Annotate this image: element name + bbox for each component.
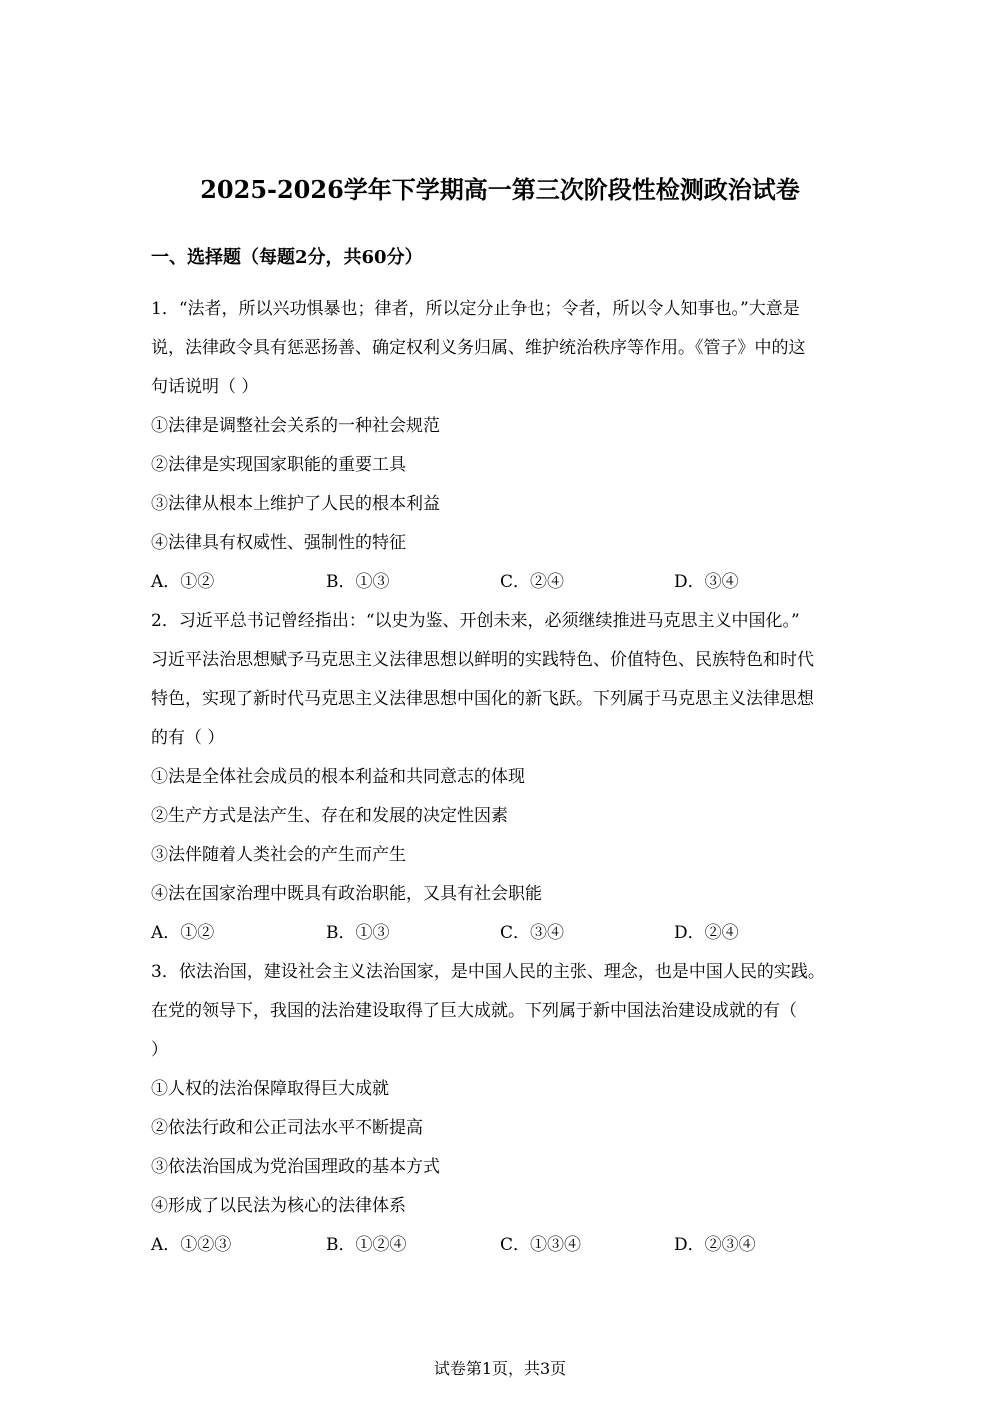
question-3 [151,953,851,1265]
question-1 [151,290,851,602]
section-heading: 一、选择题（每题2分，共60分） [151,247,423,268]
statement-item: ①人权的法治保障取得巨大成就 [151,1079,389,1099]
statement-item: ④形成了以民法为核心的法律体系 [151,1196,406,1216]
option-b: B．①③ [326,572,390,592]
question-stem-line: 2．习近平总书记曾经指出：“以史为鉴、开创未来，必须继续推进马克思主义中国化。” [151,611,800,631]
option-a: A．①②③ [151,1235,232,1255]
option-a: A．①② [151,923,215,943]
option-c: C．②④ [500,572,565,592]
statement-item: ②生产方式是法产生、存在和发展的决定性因素 [151,806,508,826]
question-stem-line: 3．依法治国，建设社会主义法治国家，是中国人民的主张、理念，也是中国人民的实践。 [151,962,825,982]
answer-options [151,914,851,953]
option-d: D．③④ [674,572,739,592]
statement-item: ②依法行政和公正司法水平不断提高 [151,1118,423,1138]
answer-options [151,563,851,602]
statement-item: ③法律从根本上维护了人民的根本利益 [151,494,440,514]
option-c: C．①③④ [500,1235,582,1255]
statement-item: ①法是全体社会成员的根本利益和共同意志的体现 [151,767,525,787]
question-stem-line: 习近平法治思想赋予马克思主义法律思想以鲜明的实践特色、价值特色、民族特色和时代 [151,650,814,670]
question-2 [151,602,851,953]
answer-options [151,1226,851,1265]
option-d: D．②③④ [674,1235,756,1255]
statement-item: ①法律是调整社会关系的一种社会规范 [151,416,440,436]
statement-item: ②法律是实现国家职能的重要工具 [151,455,406,475]
statement-item: ③法伴随着人类社会的产生而产生 [151,845,406,865]
question-stem-line: 说，法律政令具有惩恶扬善、确定权利义务归属、维护统治秩序等作用。《管子》中的这 [151,338,806,358]
page-title: 2025-2026学年下学期高一第三次阶段性检测政治试卷 [200,175,800,204]
question-stem-line: 1．“法者，所以兴功惧暴也；律者，所以定分止争也；令者，所以令人知事也。”大意是 [151,299,800,319]
question-stem-line: ） [151,1040,168,1060]
option-d: D．②④ [674,923,739,943]
option-b: B．①②④ [326,1235,407,1255]
question-stem-line: 的有（ ） [151,728,225,748]
question-stem-line: 在党的领导下，我国的法治建设取得了巨大成就。下列属于新中国法治建设成就的有（ [151,1001,797,1021]
statement-item: ④法律具有权威性、强制性的特征 [151,533,406,553]
option-c: C．③④ [500,923,565,943]
statement-item: ④法在国家治理中既具有政治职能，又具有社会职能 [151,884,542,904]
question-stem-line: 句话说明（ ） [151,377,259,397]
page-footer: 试卷第1页，共3页 [433,1359,567,1378]
statement-item: ③依法治国成为党治国理政的基本方式 [151,1157,440,1177]
option-a: A．①② [151,572,215,592]
option-b: B．①③ [326,923,390,943]
question-stem-line: 特色，实现了新时代马克思主义法律思想中国化的新飞跃。下列属于马克思主义法律思想 [151,689,814,709]
